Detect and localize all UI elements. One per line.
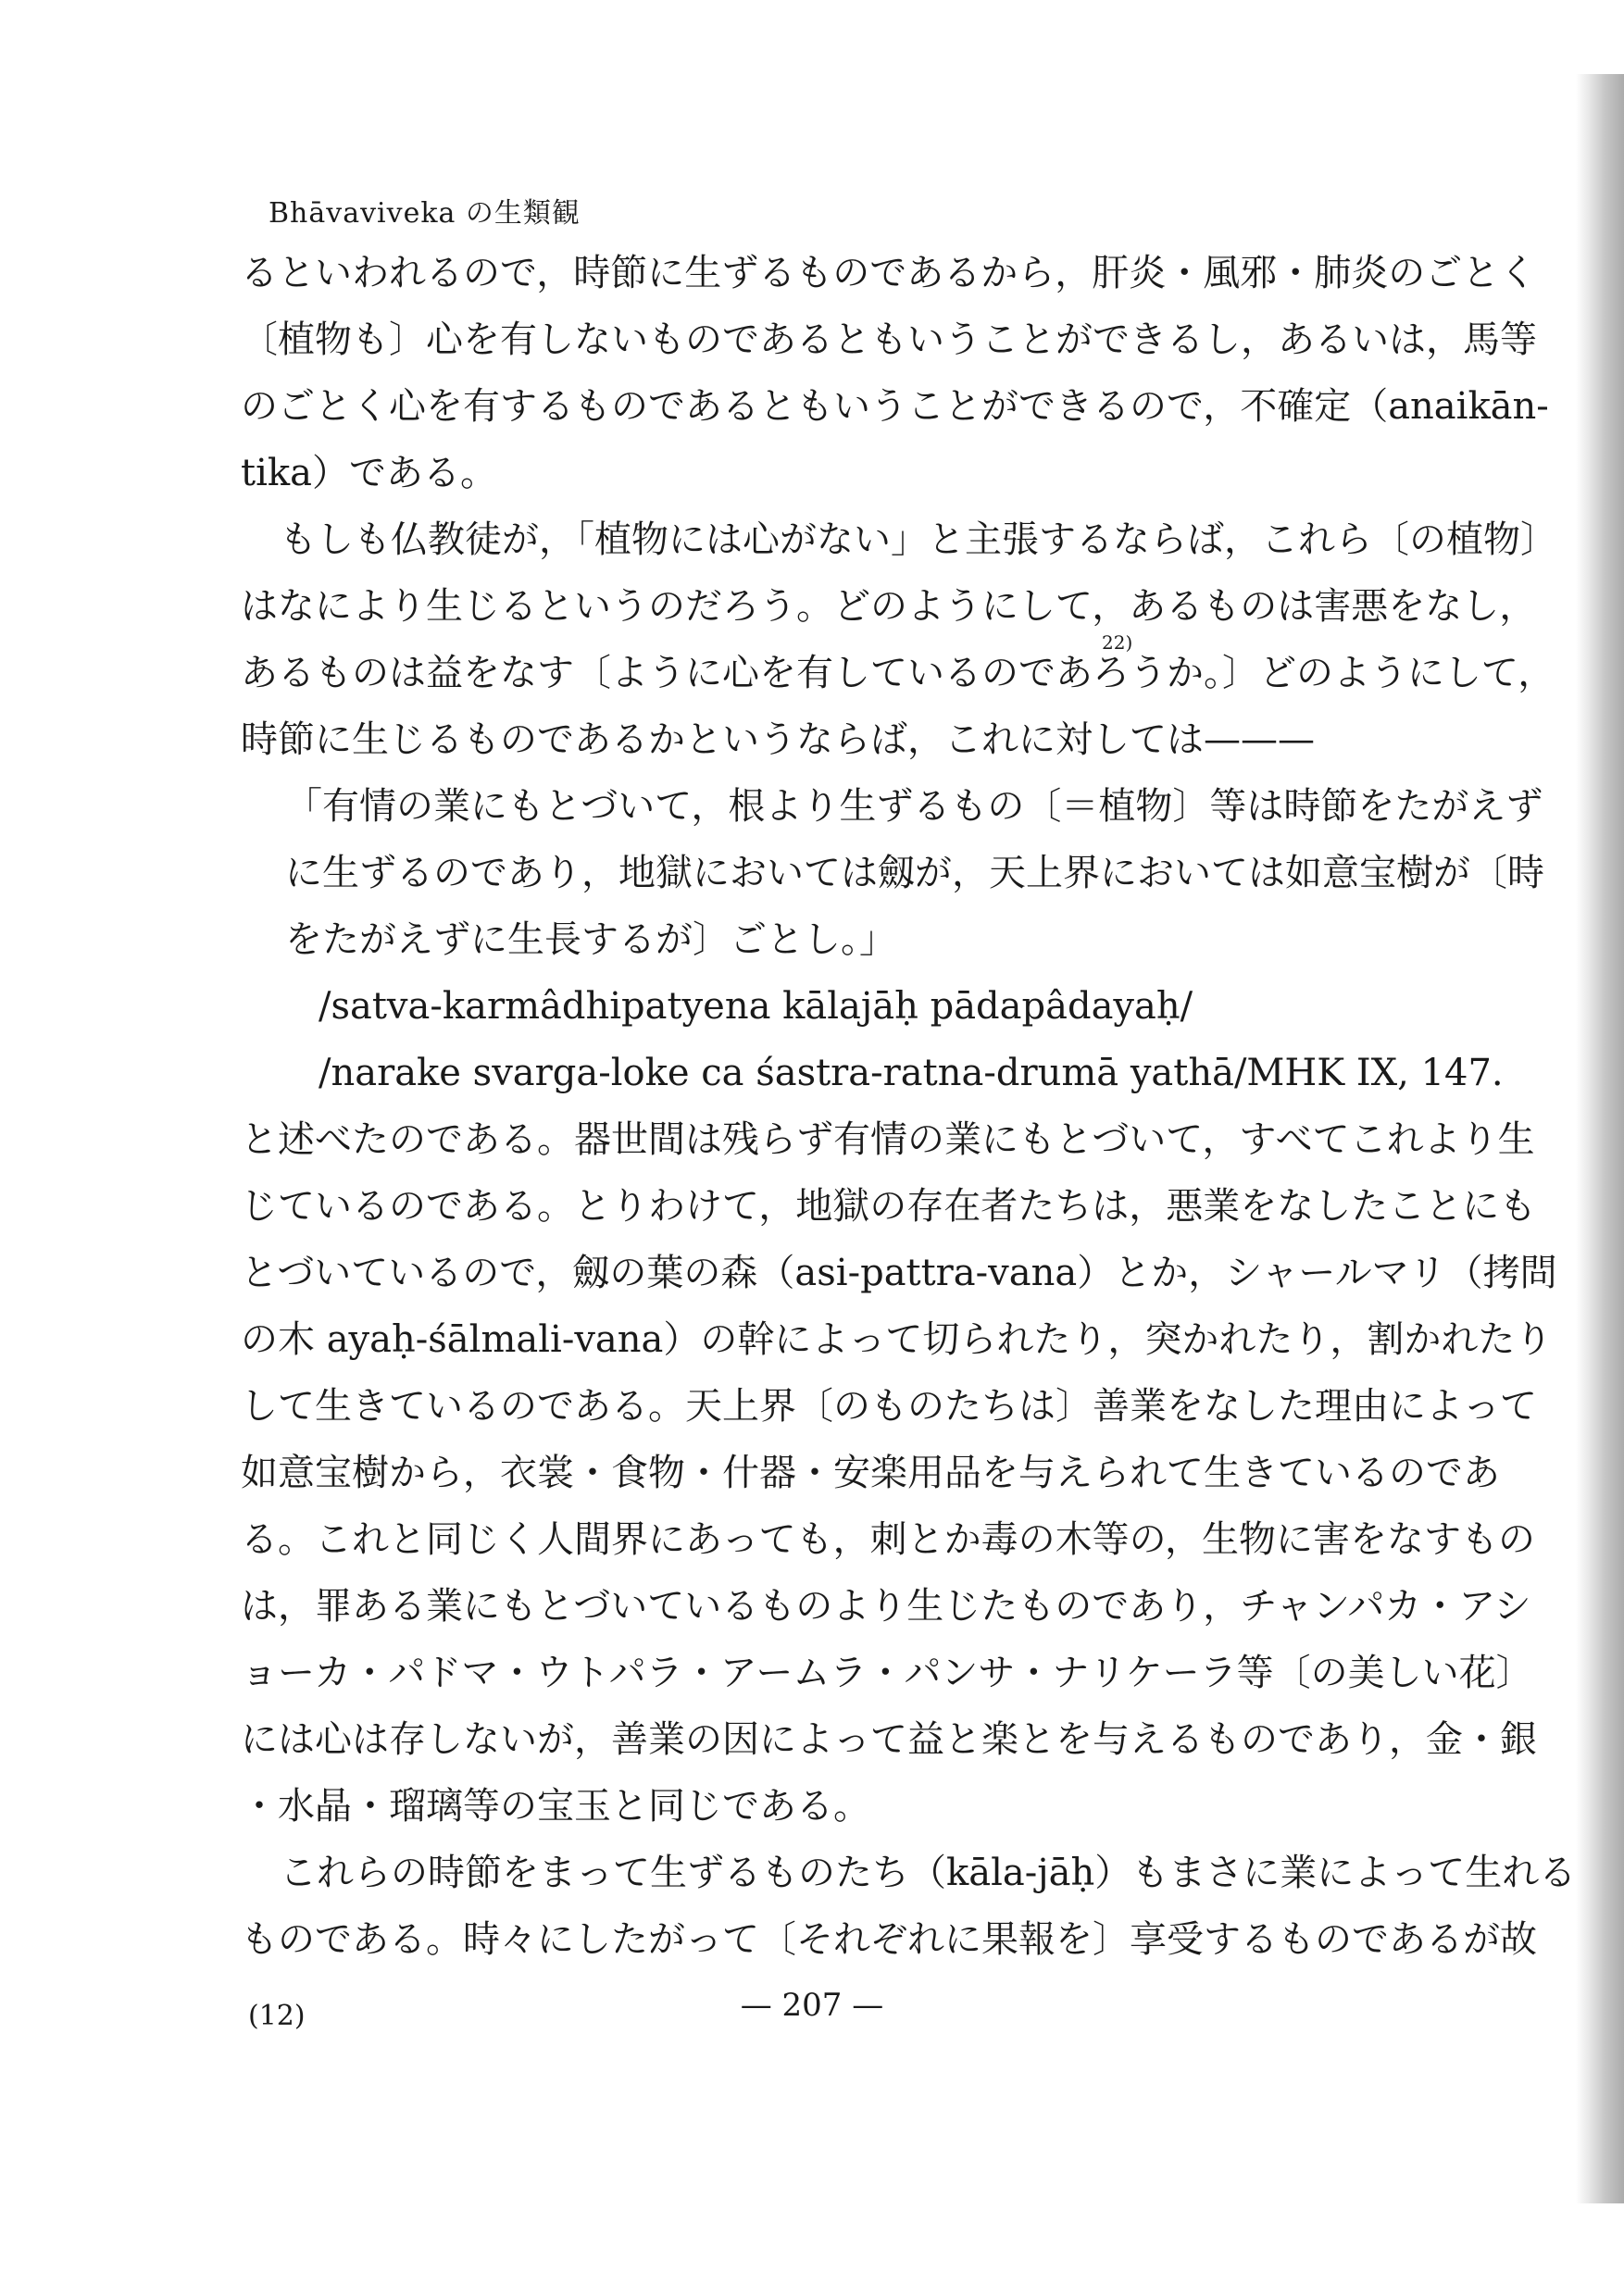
text-line: これらの時節をまって生ずるものたち（kāla-jāḥ）もまさに業によって生れる — [280, 1852, 1577, 1894]
text-line: じているのである。とりわけて，地獄の存在者たちは，悪業をなしたことにも — [241, 1185, 1537, 1228]
sanskrit-line: /satva-karmâdhipatyena kālajāḥ pādapâdayaḥ/ — [319, 985, 1193, 1028]
text-line: もしも仏教徒が，「植物には心がない」と主張するならば，これら〔の植物〕 — [280, 518, 1557, 561]
text-line: ョーカ・パドマ・ウトパラ・アームラ・パンサ・ナリケーラ等〔の美しい花〕 — [241, 1652, 1533, 1694]
page-number-center: — 207 — — [740, 1987, 884, 2024]
text-line: る。これと同じく人間界にあっても，刺とか毒の木等の，生物に害をなすもの — [241, 1518, 1535, 1561]
text-line: のごとく心を有するものであるともいうことができるので，不確定（anaikān- — [241, 385, 1549, 428]
text-line: して生きているのである。天上界〔のものたちは〕善業をなした理由によって — [241, 1385, 1537, 1428]
text-line: には心は存しないが，善業の因によって益と楽とを与えるものであり，金・銀 — [241, 1718, 1537, 1761]
page-number-left: (12) — [248, 2000, 306, 2032]
text-line: と述べたのである。器世間は残らず有情の業にもとづいて，すべてこれより生 — [241, 1118, 1535, 1161]
text-line: ・水晶・瑠璃等の宝玉と同じである。 — [241, 1785, 870, 1828]
footnote-reference: 22) — [1102, 631, 1133, 654]
text-line: 時節に生じるものであるかというならば，これに対しては——— — [241, 718, 1315, 761]
text-line: は，罪ある業にもとづいているものより生じたものであり，チャンパカ・アシ — [241, 1585, 1531, 1628]
text-line: 〔植物も〕心を有しないものであるともいうことができるし，あるいは，馬等 — [241, 318, 1537, 361]
text-line: るといわれるので，時節に生ずるものであるから，肝炎・風邪・肺炎のごとく — [241, 252, 1537, 294]
text-line: とづいているので，劔の葉の森（asi-pattra-vana）とか，シャールマリ（拷問 — [241, 1252, 1557, 1294]
text-line: はなにより生じるというのだろう。どのようにして，あるものは害悪をなし， — [241, 585, 1537, 628]
quote-line: をたがえずに生長するが〕ごとし。」 — [285, 918, 896, 961]
text-line: 如意宝樹から，衣裳・食物・什器・安楽用品を与えられて生きているのであ — [241, 1452, 1500, 1494]
text-line: の木 ayaḥ-śālmali-vana）の幹によって切られたり，突かれたり，割かれたり — [241, 1318, 1553, 1361]
running-header: Bhāvaviveka の生類観 — [269, 197, 581, 230]
text-line: ものである。時々にしたがって〔それぞれに果報を〕享受するものであるが故 — [241, 1918, 1537, 1961]
quote-line: 「有情の業にもとづいて，根より生ずるもの〔＝植物〕等は時節をたがえず — [285, 785, 1543, 828]
text-line: tika）である。 — [241, 452, 497, 494]
text-line: あるものは益をなす〔ように心を有しているのであろうか。〕どのようにして， — [241, 652, 1555, 694]
scan-edge-shadow — [1576, 74, 1624, 2203]
quote-line: に生ずるのであり，地獄においては劔が，天上界においては如意宝樹が〔時 — [285, 852, 1544, 894]
sanskrit-line: /narake svarga-loke ca śastra-ratna-drumā yathā/MHK IX, 147. — [319, 1052, 1504, 1094]
